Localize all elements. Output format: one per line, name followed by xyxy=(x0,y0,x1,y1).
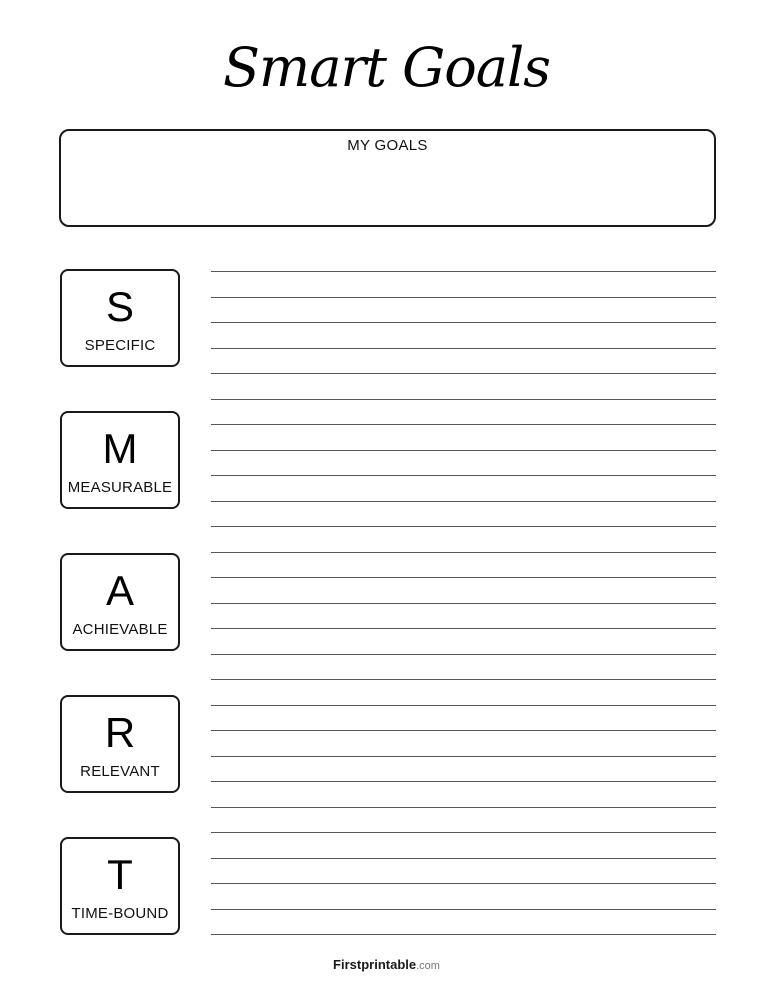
writing-line[interactable] xyxy=(211,654,716,655)
smart-box-measurable xyxy=(60,411,180,509)
writing-line[interactable] xyxy=(211,373,716,374)
smart-word-achievable: ACHIEVABLE xyxy=(72,621,168,638)
writing-line[interactable] xyxy=(211,756,716,757)
writing-line[interactable] xyxy=(211,807,716,808)
writing-line[interactable] xyxy=(211,552,716,553)
writing-line[interactable] xyxy=(211,781,716,782)
writing-line[interactable] xyxy=(211,475,716,476)
writing-line[interactable] xyxy=(211,424,716,425)
writing-line[interactable] xyxy=(211,526,716,527)
writing-line[interactable] xyxy=(211,679,716,680)
writing-line[interactable] xyxy=(211,909,716,910)
writing-line[interactable] xyxy=(211,577,716,578)
smart-box-specific xyxy=(60,269,180,367)
writing-lines-area xyxy=(211,0,716,1000)
smart-box-relevant xyxy=(60,695,180,793)
smart-word-specific: SPECIFIC xyxy=(84,337,156,354)
footer-brand-tld: .com xyxy=(416,960,440,972)
writing-line[interactable] xyxy=(211,348,716,349)
smart-box-achievable xyxy=(60,553,180,651)
smart-letter-s: S xyxy=(105,283,134,330)
writing-line[interactable] xyxy=(211,501,716,502)
smart-box-time-bound xyxy=(60,837,180,935)
smart-letter-m: M xyxy=(102,425,138,472)
page-title: Smart Goals xyxy=(223,36,550,99)
writing-line[interactable] xyxy=(211,730,716,731)
writing-line[interactable] xyxy=(211,603,716,604)
writing-line[interactable] xyxy=(211,705,716,706)
smart-word-relevant: RELEVANT xyxy=(80,763,160,780)
writing-line[interactable] xyxy=(211,628,716,629)
smart-letter-r: R xyxy=(104,709,136,756)
smart-word-time-bound: TIME-BOUND xyxy=(71,905,169,922)
writing-line[interactable] xyxy=(211,322,716,323)
footer-brand xyxy=(0,957,773,972)
writing-line[interactable] xyxy=(211,297,716,298)
smart-word-measurable: MEASURABLE xyxy=(67,479,173,496)
footer-brand-name: Firstprintable xyxy=(333,957,417,972)
writing-line[interactable] xyxy=(211,883,716,884)
writing-line[interactable] xyxy=(211,832,716,833)
writing-line[interactable] xyxy=(211,399,716,400)
writing-line[interactable] xyxy=(211,450,716,451)
smart-letter-t: T xyxy=(107,851,133,898)
writing-line[interactable] xyxy=(211,271,716,272)
writing-line[interactable] xyxy=(211,858,716,859)
my-goals-label: MY GOALS xyxy=(347,137,428,154)
writing-line[interactable] xyxy=(211,934,716,935)
smart-letter-a: A xyxy=(105,567,134,614)
